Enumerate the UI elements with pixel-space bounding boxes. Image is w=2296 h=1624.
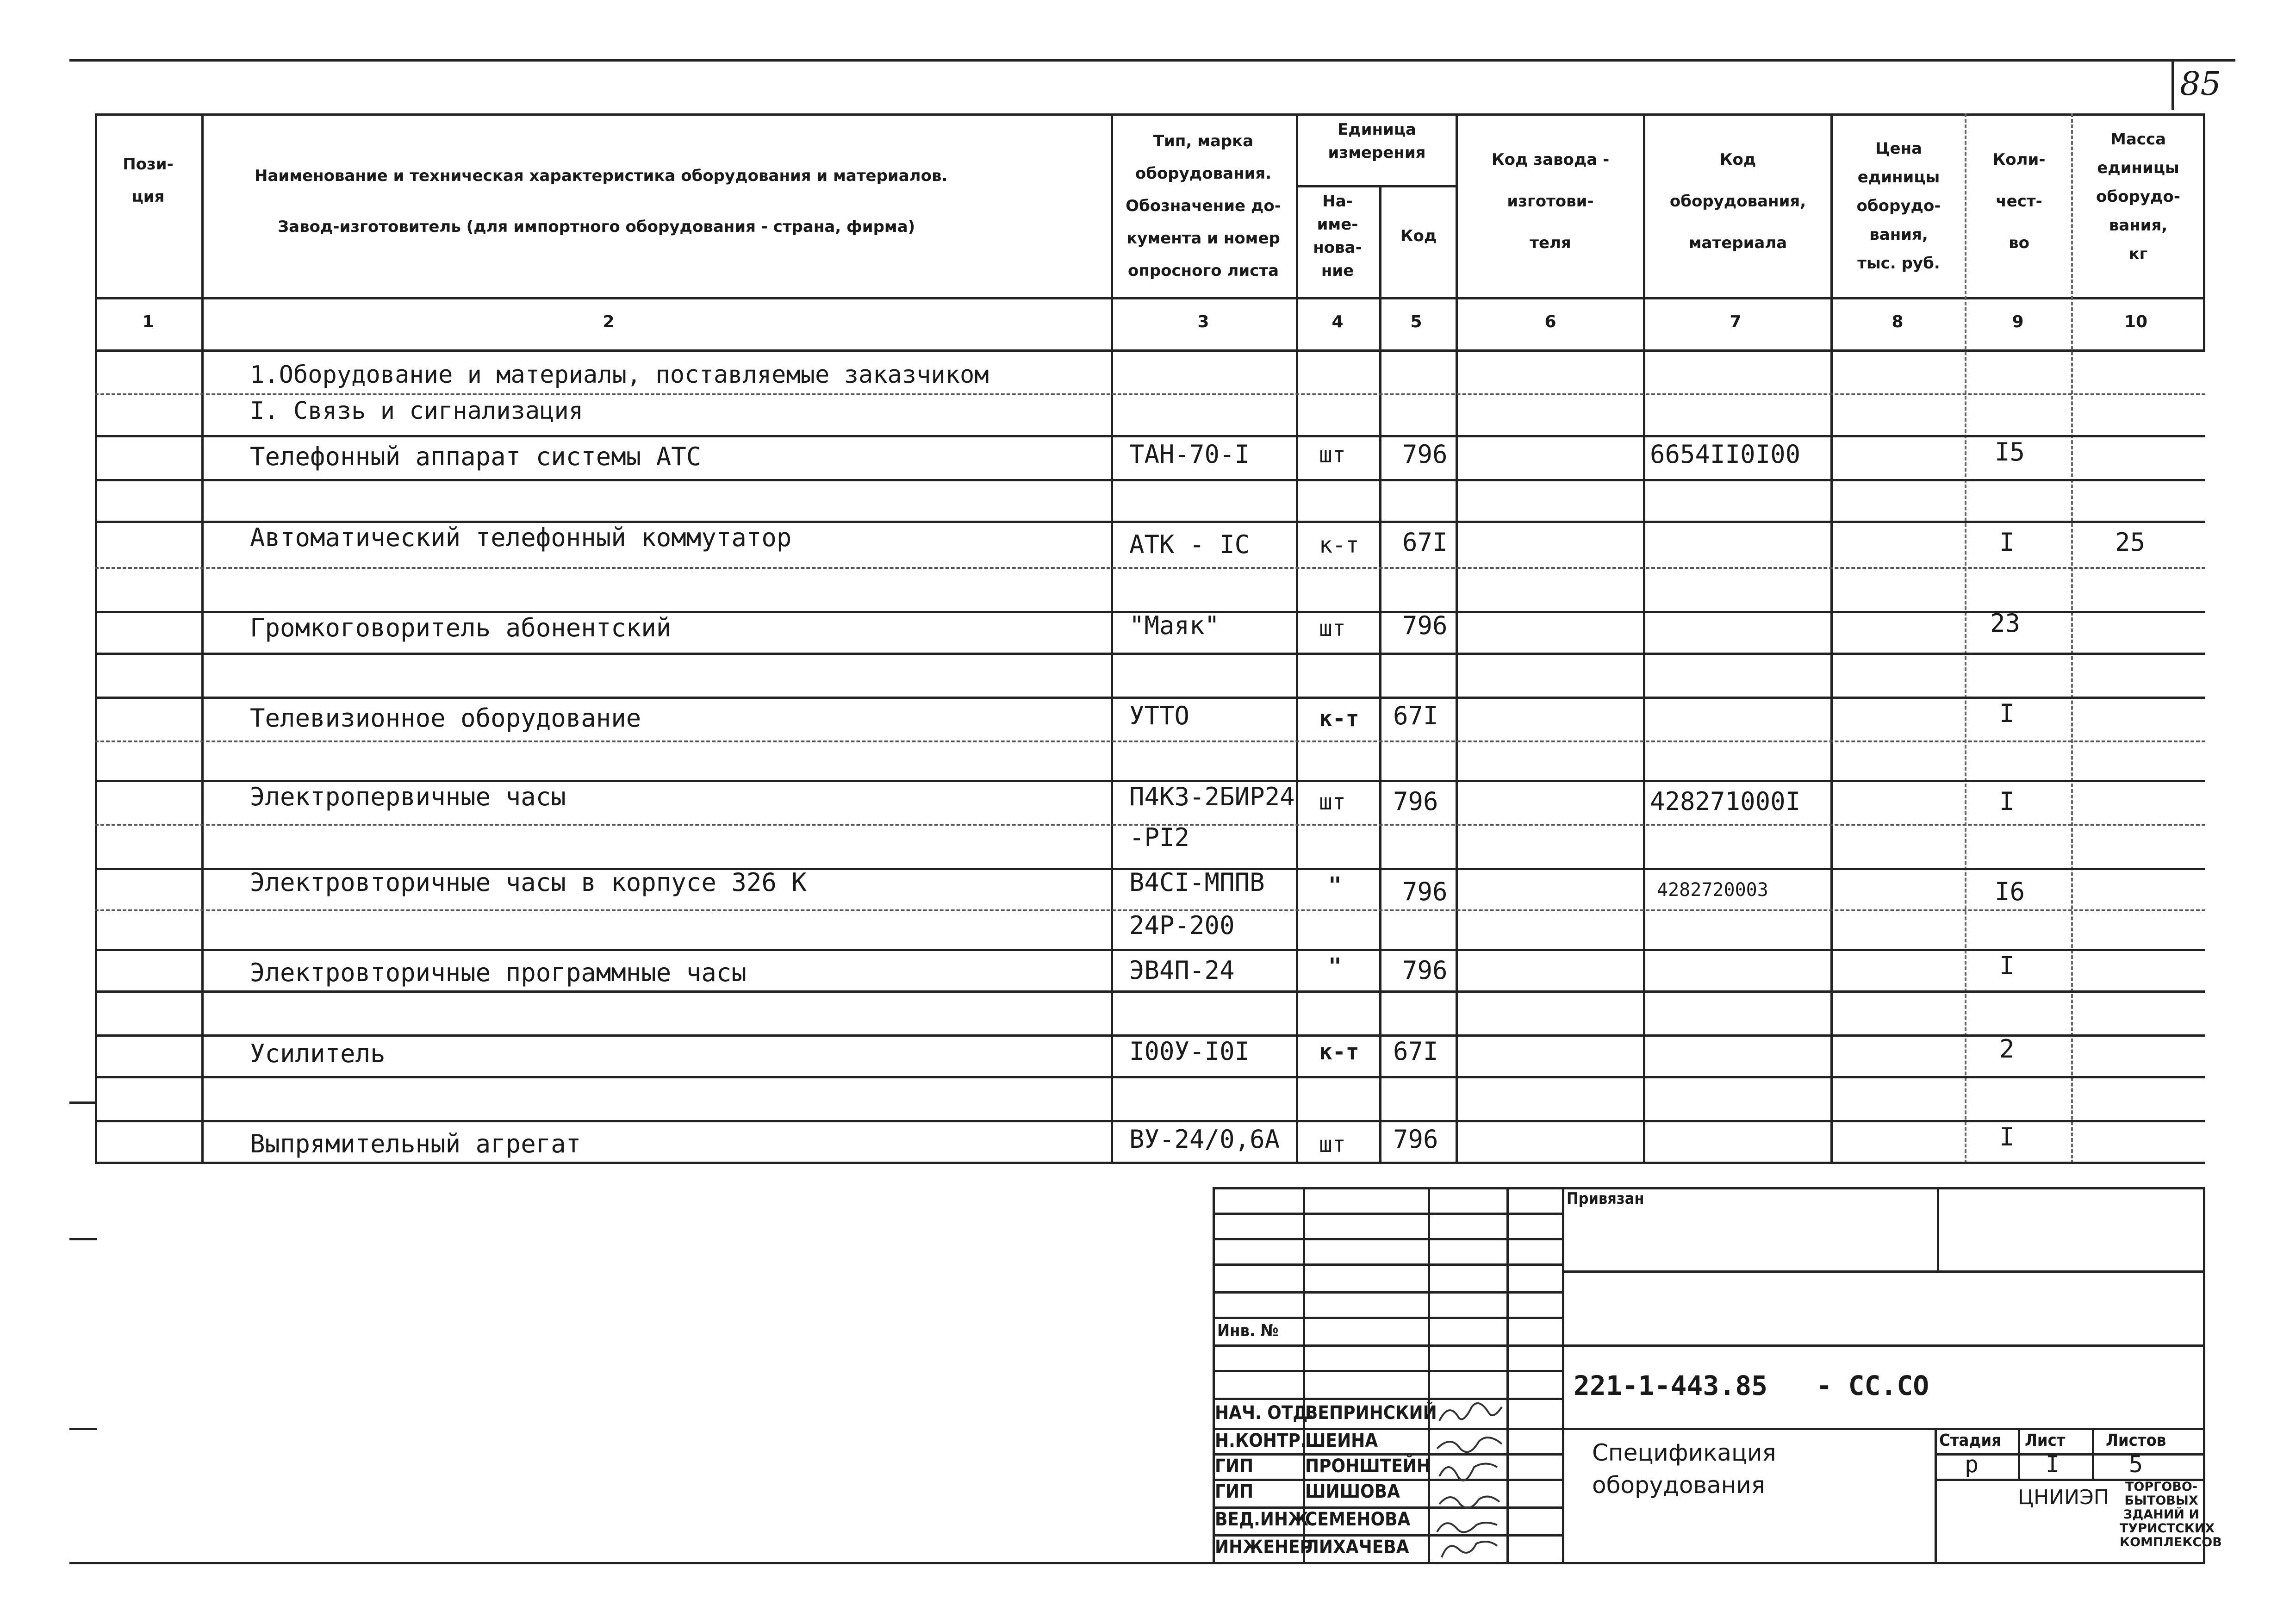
row-9-code: 796	[1393, 1125, 1438, 1154]
col-sep	[1456, 113, 1458, 1164]
row-1-unit: шт	[1319, 442, 1346, 468]
row-7-type: ЭВ4П-24	[1129, 956, 1235, 985]
row-6-name: Электровторичные часы в корпусе 326 К	[250, 868, 807, 897]
staff-name: ШИШОВА	[1305, 1481, 1400, 1502]
row-9-qty: I	[1999, 1122, 2015, 1151]
tb-line	[1213, 1263, 1562, 1266]
document-code: 221-1-443.85 - СС.СО	[1574, 1370, 1929, 1401]
tb-line	[1935, 1428, 1937, 1562]
colnum-9: 9	[2012, 312, 2024, 331]
row-1-code: 796	[1402, 440, 1448, 469]
row-line	[95, 1162, 2205, 1164]
sheets-label: Листов	[2106, 1431, 2166, 1450]
col-sep	[201, 113, 204, 1164]
row-7-name: Электровторичные программные часы	[250, 958, 747, 987]
row-4-name: Телевизионное оборудование	[250, 703, 641, 733]
row-4-code: 67I	[1393, 701, 1438, 730]
staff-role: ИНЖЕНЕР	[1215, 1537, 1312, 1558]
tb-line	[1562, 1344, 2205, 1347]
row-2-code: 67I	[1402, 528, 1448, 557]
sheet-number: 85	[2180, 65, 2221, 103]
tb-line	[2018, 1428, 2020, 1479]
tb-line	[1213, 1291, 1562, 1294]
tb-line	[1562, 1428, 2205, 1430]
signature-mark	[1442, 1542, 1497, 1557]
staff-role: Н.КОНТР.	[1215, 1430, 1307, 1451]
tb-line	[1213, 1398, 1562, 1400]
header-bottom-line	[95, 297, 2205, 299]
colnum-10: 10	[2124, 312, 2148, 331]
row-line	[95, 949, 2205, 951]
tb-line	[1213, 1317, 1562, 1319]
subsection-heading: I. Связь и сигнализация	[250, 397, 584, 425]
stage-value: р	[1965, 1451, 1979, 1478]
col-sep	[1379, 185, 1381, 1164]
tb-line	[1213, 1370, 1562, 1372]
row-line	[95, 567, 2205, 569]
row-6-code: 796	[1402, 877, 1448, 906]
tb-line	[1213, 1187, 2205, 1189]
margin-mark	[69, 1101, 97, 1104]
tb-line	[1562, 1187, 1564, 1562]
tb-line	[1213, 1344, 1562, 1347]
header-unit-group: Единица измерения	[1328, 120, 1426, 162]
privyazan-label: Привязан	[1567, 1189, 1644, 1208]
document-title-line1: Спецификация	[1592, 1439, 1776, 1466]
row-6-equip-code: 4282720003	[1657, 879, 1768, 901]
staff-name: ШЕИНА	[1305, 1430, 1378, 1451]
staff-role: ГИП	[1215, 1481, 1254, 1502]
row-9-unit: шт	[1319, 1132, 1346, 1157]
row-line	[95, 653, 2205, 655]
unit-group-line	[1296, 185, 1456, 187]
row-2-qty: I	[1999, 528, 2015, 557]
row-8-type: I00У-I0I	[1129, 1037, 1250, 1066]
row-1-type: ТАН-70-I	[1129, 440, 1250, 469]
tb-line	[1303, 1187, 1305, 1562]
row-3-code: 796	[1402, 611, 1448, 640]
row-6-unit: "	[1328, 872, 1342, 898]
colnum-bottom-line	[95, 349, 2205, 352]
sheet-label: Лист	[2025, 1431, 2066, 1450]
row-5-type-cont: -PI2	[1129, 823, 1190, 852]
colnum-8: 8	[1892, 312, 1904, 331]
row-8-unit: к-т	[1319, 1039, 1359, 1065]
row-line	[95, 1076, 2205, 1078]
stage-label: Стадия	[1939, 1431, 2002, 1450]
table-left-line	[95, 113, 97, 1164]
row-6-qty: I6	[1995, 877, 2025, 906]
row-1-name: Телефонный аппарат системы АТС	[250, 442, 702, 471]
tb-bottom	[69, 1562, 2205, 1564]
tb-line	[1213, 1213, 1562, 1215]
header-equipment-code: Код оборудования, материала	[1669, 150, 1806, 252]
signature-mark	[1439, 1403, 1502, 1421]
tb-line	[2092, 1428, 2094, 1479]
row-3-qty: 23	[1990, 609, 2021, 638]
row-7-unit: "	[1328, 953, 1342, 979]
header-type: Тип, марка оборудования. Обозначение до- кумента и номер опросного листа	[1126, 132, 1281, 280]
header-name-line1: Наименование и техническая характеристика оборудования и материалов.	[255, 167, 948, 185]
staff-name: ЛИХАЧЕВА	[1305, 1537, 1409, 1558]
row-5-equip-code: 428271000I	[1650, 787, 1801, 816]
colnum-3: 3	[1197, 312, 1209, 331]
header-name-line2: Завод-изготовитель (для импортного оборудования - страна, фирма)	[278, 218, 915, 236]
row-5-code: 796	[1393, 787, 1438, 816]
row-5-type: П4К3-2БИР24	[1129, 782, 1295, 811]
header-price: Цена единицы оборудо- вания, тыс. руб.	[1856, 139, 1941, 273]
col-sep	[2071, 113, 2073, 1164]
staff-role: НАЧ. ОТД.	[1215, 1402, 1314, 1424]
sheets-value: 5	[2129, 1451, 2143, 1478]
row-line	[95, 435, 2205, 437]
document-title-line2: оборудования	[1592, 1472, 1765, 1499]
header-manufacturer-code: Код завода - изготови- теля	[1491, 150, 1610, 252]
staff-name: СЕМЕНОВА	[1305, 1509, 1411, 1530]
signatures	[1430, 1398, 1509, 1562]
row-2-name: Автоматический телефонный коммутатор	[250, 523, 792, 552]
colnum-6: 6	[1544, 312, 1556, 331]
row-1-equip-code: 6654II0I00	[1650, 440, 1801, 469]
signature-mark	[1437, 1437, 1502, 1452]
section-heading: 1.Оборудование и материалы, поставляемые заказчиком	[250, 361, 989, 389]
signature-mark	[1439, 1497, 1500, 1508]
colnum-2: 2	[603, 312, 615, 331]
header-unit-code: Код	[1400, 227, 1437, 245]
row-4-unit: к-т	[1319, 706, 1359, 732]
header-mass: Масса единицы оборудо- вания, кг	[2096, 130, 2180, 263]
row-7-qty: I	[1999, 951, 2015, 980]
row-2-unit: к-т	[1319, 532, 1359, 558]
row-9-type: ВУ-24/0,6А	[1129, 1125, 1280, 1154]
col-sep	[1643, 113, 1645, 1164]
col-sep	[1965, 113, 1966, 1164]
row-3-name: Громкоговоритель абонентский	[250, 613, 672, 642]
tb-line	[2203, 1187, 2205, 1562]
header-quantity: Коли- чест- во	[1992, 150, 2046, 252]
row-5-name: Электропервичные часы	[250, 782, 566, 811]
row-3-unit: шт	[1319, 616, 1346, 641]
row-6-type-cont: 24Р-200	[1129, 911, 1235, 940]
row-4-qty: I	[1999, 699, 2015, 728]
margin-mark	[69, 1428, 97, 1430]
row-line	[95, 479, 2205, 481]
colnum-1: 1	[142, 312, 154, 331]
colnum-5: 5	[1410, 312, 1422, 331]
row-5-qty: I	[1999, 787, 2015, 816]
row-8-code: 67I	[1393, 1037, 1438, 1066]
tb-line	[1213, 1238, 1562, 1240]
row-7-code: 796	[1402, 956, 1448, 985]
row-1-qty: I5	[1995, 437, 2025, 467]
tb-line	[1562, 1270, 2205, 1273]
row-8-qty: 2	[1999, 1034, 2015, 1064]
top-border	[69, 59, 2235, 62]
header-unit-name: На- име- нова- ние	[1313, 192, 1362, 280]
staff-role: ВЕД.ИНЖ	[1215, 1509, 1309, 1530]
row-line	[95, 990, 2205, 993]
staff-name: ПРОНШТЕЙН	[1305, 1456, 1431, 1477]
org-subtitle: ТОРГОВО- БЫТОВЫХ ЗДАНИЙ И ТУРИСТСКИХ КОМПЛЕКСОВ	[2120, 1480, 2222, 1549]
row-2-type: АТК - IC	[1129, 530, 1250, 559]
signature-mark	[1439, 1464, 1497, 1481]
margin-mark	[69, 1238, 97, 1240]
staff-name: ВЕПРИНСКИЙ	[1305, 1402, 1437, 1424]
tb-line	[1937, 1187, 1939, 1270]
header-position: Пози- ция	[123, 155, 174, 206]
row-2-mass: 25	[2115, 528, 2146, 557]
inv-no-label: Инв. №	[1217, 1321, 1279, 1340]
row-6-type: В4СI-МППВ	[1129, 868, 1265, 897]
table-right-line	[2203, 113, 2205, 349]
row-9-name: Выпрямительный агрегат	[250, 1129, 581, 1158]
sheet-number-frame	[2172, 59, 2174, 110]
row-line	[95, 740, 2205, 742]
staff-role: ГИП	[1215, 1456, 1254, 1477]
row-line	[95, 697, 2205, 699]
table-top-line	[95, 113, 2205, 116]
colnum-4: 4	[1332, 312, 1344, 331]
signature-mark	[1437, 1523, 1497, 1532]
row-line	[95, 1120, 2205, 1122]
sheet-value: I	[2046, 1451, 2060, 1478]
row-5-unit: шт	[1319, 789, 1346, 815]
row-4-type: УТТО	[1129, 701, 1190, 730]
colnum-7: 7	[1730, 312, 1742, 331]
row-3-type: "Маяк"	[1129, 611, 1220, 640]
row-8-name: Усилитель	[250, 1039, 386, 1068]
org-name: ЦНИИЭП	[2018, 1486, 2109, 1509]
row-line	[95, 393, 2205, 395]
tb-line	[1213, 1187, 1215, 1562]
